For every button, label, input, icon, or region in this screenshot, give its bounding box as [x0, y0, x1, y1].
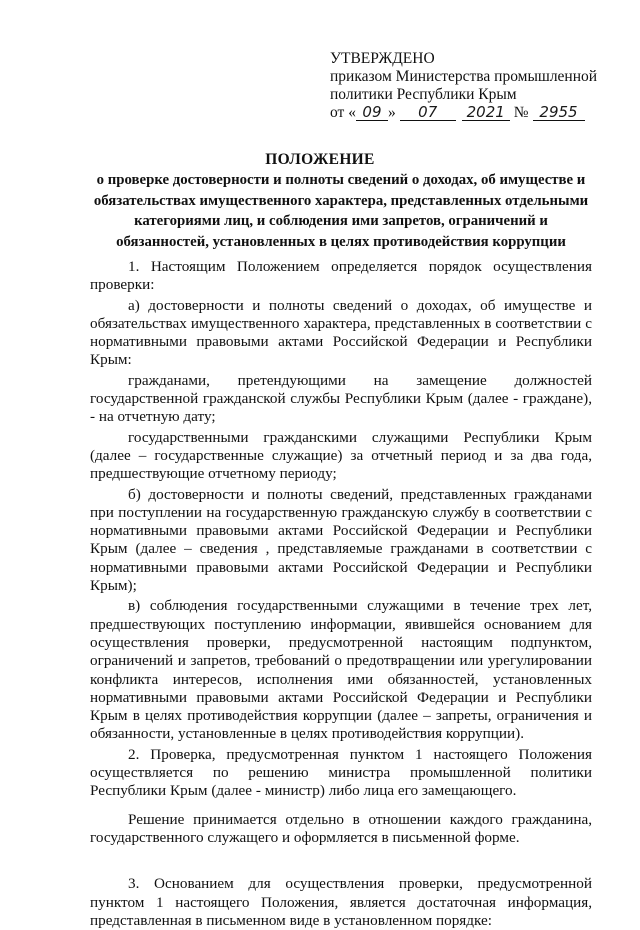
paragraph-3: 3. Основанием для осуществления проверки, предусмотренной пунктом 1 настоящего Положения, является достаточная информация, представленная в письменном виде в установленном порядке: — [90, 875, 592, 929]
document-body — [90, 258, 592, 930]
paragraph-1a: а) достоверности и полноты сведений о доходах, об имуществе и обязательствах имущественного характера, представленных в соответствии с нормативными правовыми актами Российской Федерации и Республики Крым: — [90, 296, 592, 369]
paragraph-2-decision: Решение принимается отдельно в отношении каждого гражданина, государственного служащего и оформляется в письменной форме. — [90, 810, 592, 846]
approval-block — [330, 50, 630, 122]
handwritten-number: 2955 — [533, 104, 585, 121]
paragraph-1: 1. Настоящим Положением определяется порядок осуществления проверки: — [90, 258, 592, 294]
date-mid: » — [387, 104, 396, 121]
approval-line-1: приказом Министерства промышленной — [330, 68, 598, 85]
handwritten-year: 2021 — [462, 104, 510, 121]
date-prefix: от « — [330, 104, 356, 121]
handwritten-day: 09 — [356, 104, 388, 121]
paragraph-1c: в) соблюдения государственными служащими в течение трех лет, предшествующих поступлению информации, явившейся основанием для осуществления проверки, предусмотренной настоящим подпунктом, ограничений и запретов, требований о предотвращении или урегулировании конфликта интересов, исполнения ими обязанностей, установленных нормативными правовыми актами Российской Федерации и Республики Крым в целях противодействия коррупции (далее – запреты, ограничения и обязанности, установленные в целях противодействия коррупции). — [90, 597, 592, 743]
handwritten-month: 07 — [400, 104, 456, 121]
paragraph-1a-servants: государственными гражданскими служащими Республики Крым (далее – государственные служащие) за отчетный период и за два года, предшествующие отчетному периоду; — [90, 428, 592, 483]
approval-line-2: политики Республики Крым — [330, 86, 517, 103]
approval-date-line — [330, 104, 630, 122]
document-subtitle: о проверке достоверности и полноты сведений о доходах, об имуществе и обязательствах имущественного характера, представленных отдельными категориями лиц, и соблюдения ими запретов, ограничений и обязанностей, установленных в целях противодействия коррупции — [93, 172, 589, 250]
paragraph-1a-citizens: гражданами, претендующими на замещение должностей государственной гражданской службы Республики Крым (далее - граждане), - на отчетную дату; — [90, 371, 592, 426]
paragraph-1b: б) достоверности и полноты сведений, представленных гражданами при поступлении на государственную гражданскую службу в соответствии с нормативными правовыми актами Российской Федерации и Республики Крым (далее – сведения , представляемые гражданами в соответствии с нормативными правовыми актами Российской Федерации и Республики Крым); — [90, 485, 592, 595]
approval-heading: УТВЕРЖДЕНО — [330, 50, 435, 67]
document-title: ПОЛОЖЕНИЕ — [265, 151, 375, 168]
number-prefix: № — [513, 104, 529, 121]
paragraph-2: 2. Проверка, предусмотренная пунктом 1 настоящего Положения осуществляется по решению министра промышленной политики Республики Крым (далее - министр) либо лица его замещающего. — [90, 745, 592, 800]
